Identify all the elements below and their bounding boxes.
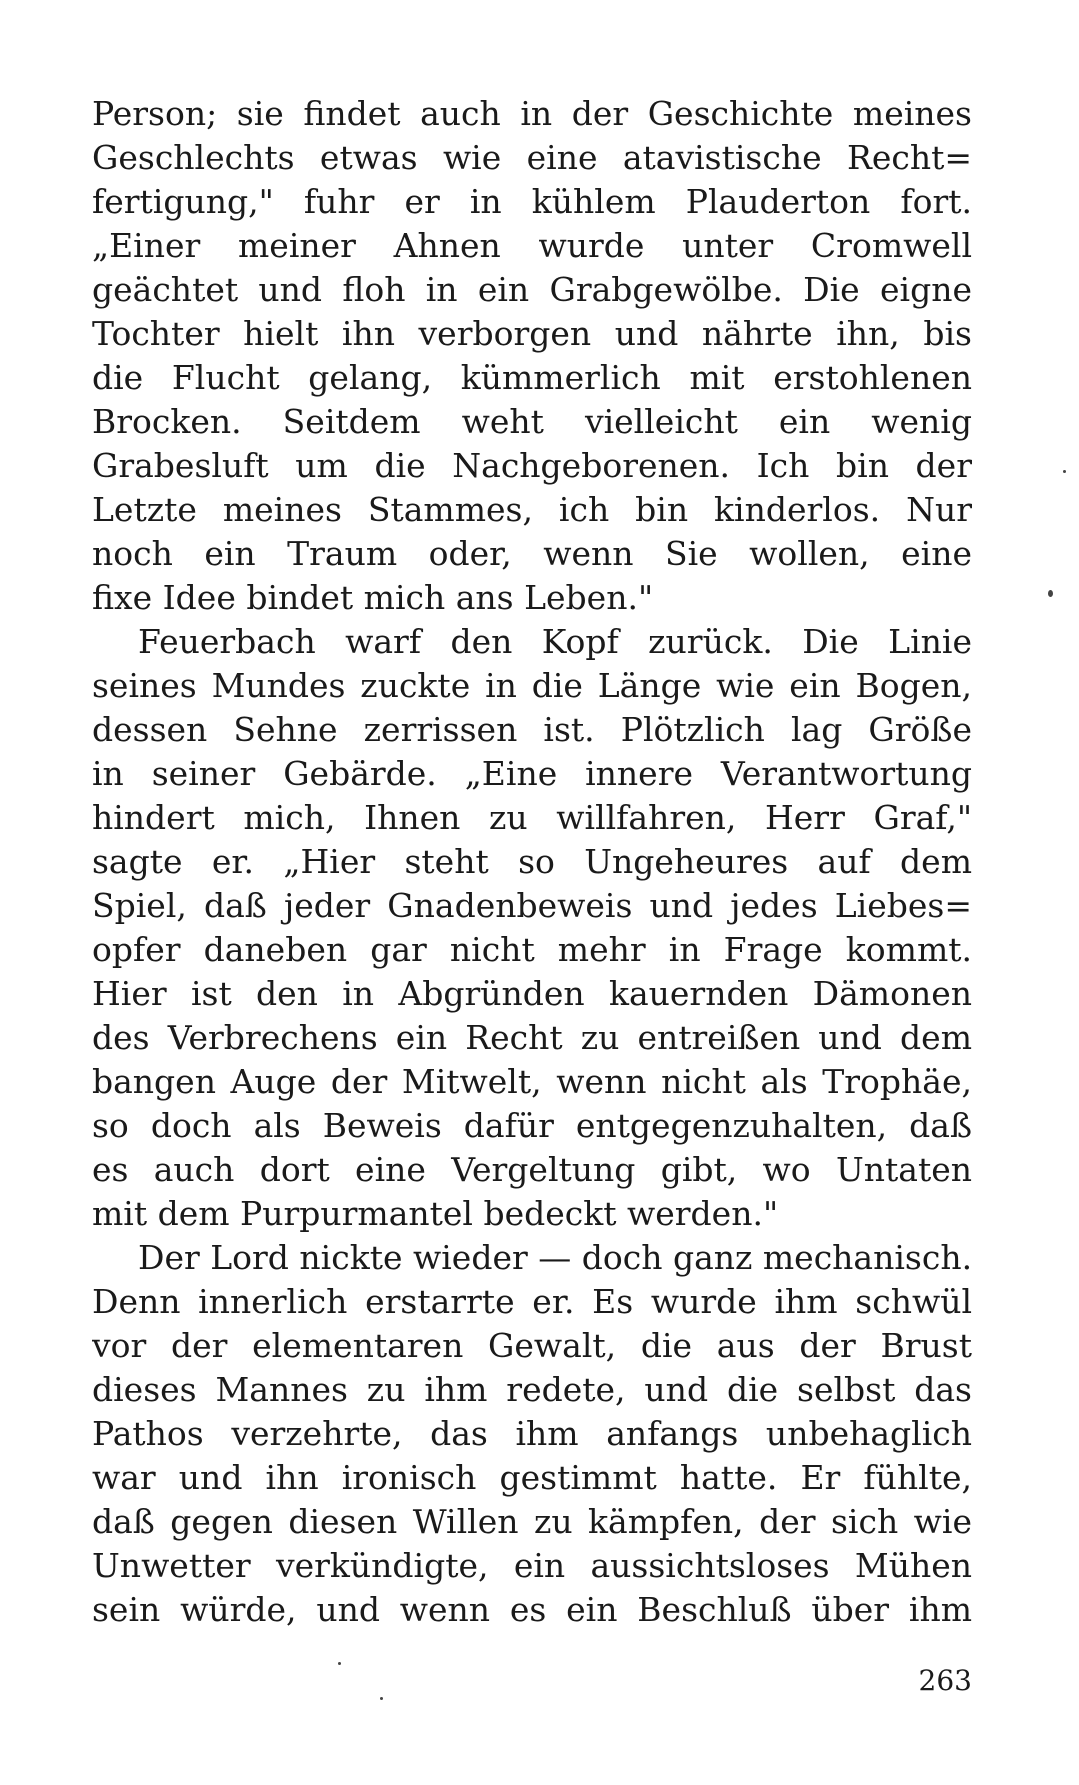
- text-line: hindert mich, Ihnen zu willfahren, Herr Graf,": [92, 798, 972, 837]
- text-line: bangen Auge der Mitwelt, wenn nicht als Trophäe,: [92, 1062, 972, 1101]
- print-speck: [380, 1697, 383, 1700]
- text-line: vor der elementaren Gewalt, die aus der Brust: [92, 1326, 972, 1365]
- print-speck: [338, 1662, 341, 1665]
- text-line: seines Mundes zuckte in die Länge wie ein Bogen,: [92, 666, 972, 705]
- text-line: Spiel, daß jeder Gnadenbeweis und jedes Liebes=: [92, 886, 972, 925]
- text-line: opfer daneben gar nicht mehr in Frage kommt.: [92, 930, 972, 969]
- text-line: Letzte meines Stammes, ich bin kinderlos. Nur: [92, 490, 972, 529]
- text-line: die Flucht gelang, kümmerlich mit erstohlenen: [92, 358, 972, 397]
- text-line: „Einer meiner Ahnen wurde unter Cromwell: [92, 226, 972, 265]
- text-line: war und ihn ironisch gestimmt hatte. Er fühlte,: [92, 1458, 972, 1497]
- text-line: daß gegen diesen Willen zu kämpfen, der sich wie: [92, 1502, 972, 1541]
- text-line: Person; sie findet auch in der Geschichte meines: [92, 94, 972, 133]
- text-line: so doch als Beweis dafür entgegenzuhalten, daß: [92, 1106, 972, 1145]
- text-line: mit dem Purpurmantel bedeckt werden.": [92, 1194, 779, 1233]
- text-line: dieses Mannes zu ihm redete, und die selbst das: [92, 1370, 972, 1409]
- text-line: sein würde, und wenn es ein Beschluß über ihm: [92, 1590, 972, 1629]
- text-line: des Verbrechens ein Recht zu entreißen und dem: [92, 1018, 972, 1057]
- page-number: 263: [918, 1664, 972, 1697]
- text-line: Tochter hielt ihn verborgen und nährte ihn, bis: [92, 314, 972, 353]
- text-line: sagte er. „Hier steht so Ungeheures auf dem: [92, 842, 972, 881]
- print-speck: [1048, 590, 1053, 597]
- paragraph-start-line: Der Lord nickte wieder — doch ganz mechanisch.: [138, 1238, 972, 1277]
- text-line: Hier ist den in Abgründen kauernden Dämonen: [92, 974, 972, 1013]
- text-line: dessen Sehne zerrissen ist. Plötzlich lag Größe: [92, 710, 972, 749]
- body-text: [92, 92, 972, 1632]
- text-line: Denn innerlich erstarrte er. Es wurde ihm schwül: [92, 1282, 972, 1321]
- text-line: Pathos verzehrte, das ihm anfangs unbehaglich: [92, 1414, 972, 1453]
- text-line: geächtet und floh in ein Grabgewölbe. Die eigne: [92, 270, 972, 309]
- text-line: Geschlechts etwas wie eine atavistische Recht=: [92, 138, 972, 177]
- text-line: fertigung," fuhr er in kühlem Plauderton fort.: [92, 182, 972, 221]
- text-line: in seiner Gebärde. „Eine innere Verantwortung: [92, 754, 972, 793]
- text-line: noch ein Traum oder, wenn Sie wollen, eine: [92, 534, 972, 573]
- text-line: Brocken. Seitdem weht vielleicht ein wenig: [92, 402, 972, 441]
- print-speck: [1063, 470, 1066, 473]
- text-line: es auch dort eine Vergeltung gibt, wo Untaten: [92, 1150, 972, 1189]
- text-line: fixe Idee bindet mich ans Leben.": [92, 578, 654, 617]
- text-line: Grabesluft um die Nachgeborenen. Ich bin der: [92, 446, 972, 485]
- paragraph-start-line: Feuerbach warf den Kopf zurück. Die Linie: [138, 622, 972, 661]
- text-line: Unwetter verkündigte, ein aussichtsloses Mühen: [92, 1546, 972, 1585]
